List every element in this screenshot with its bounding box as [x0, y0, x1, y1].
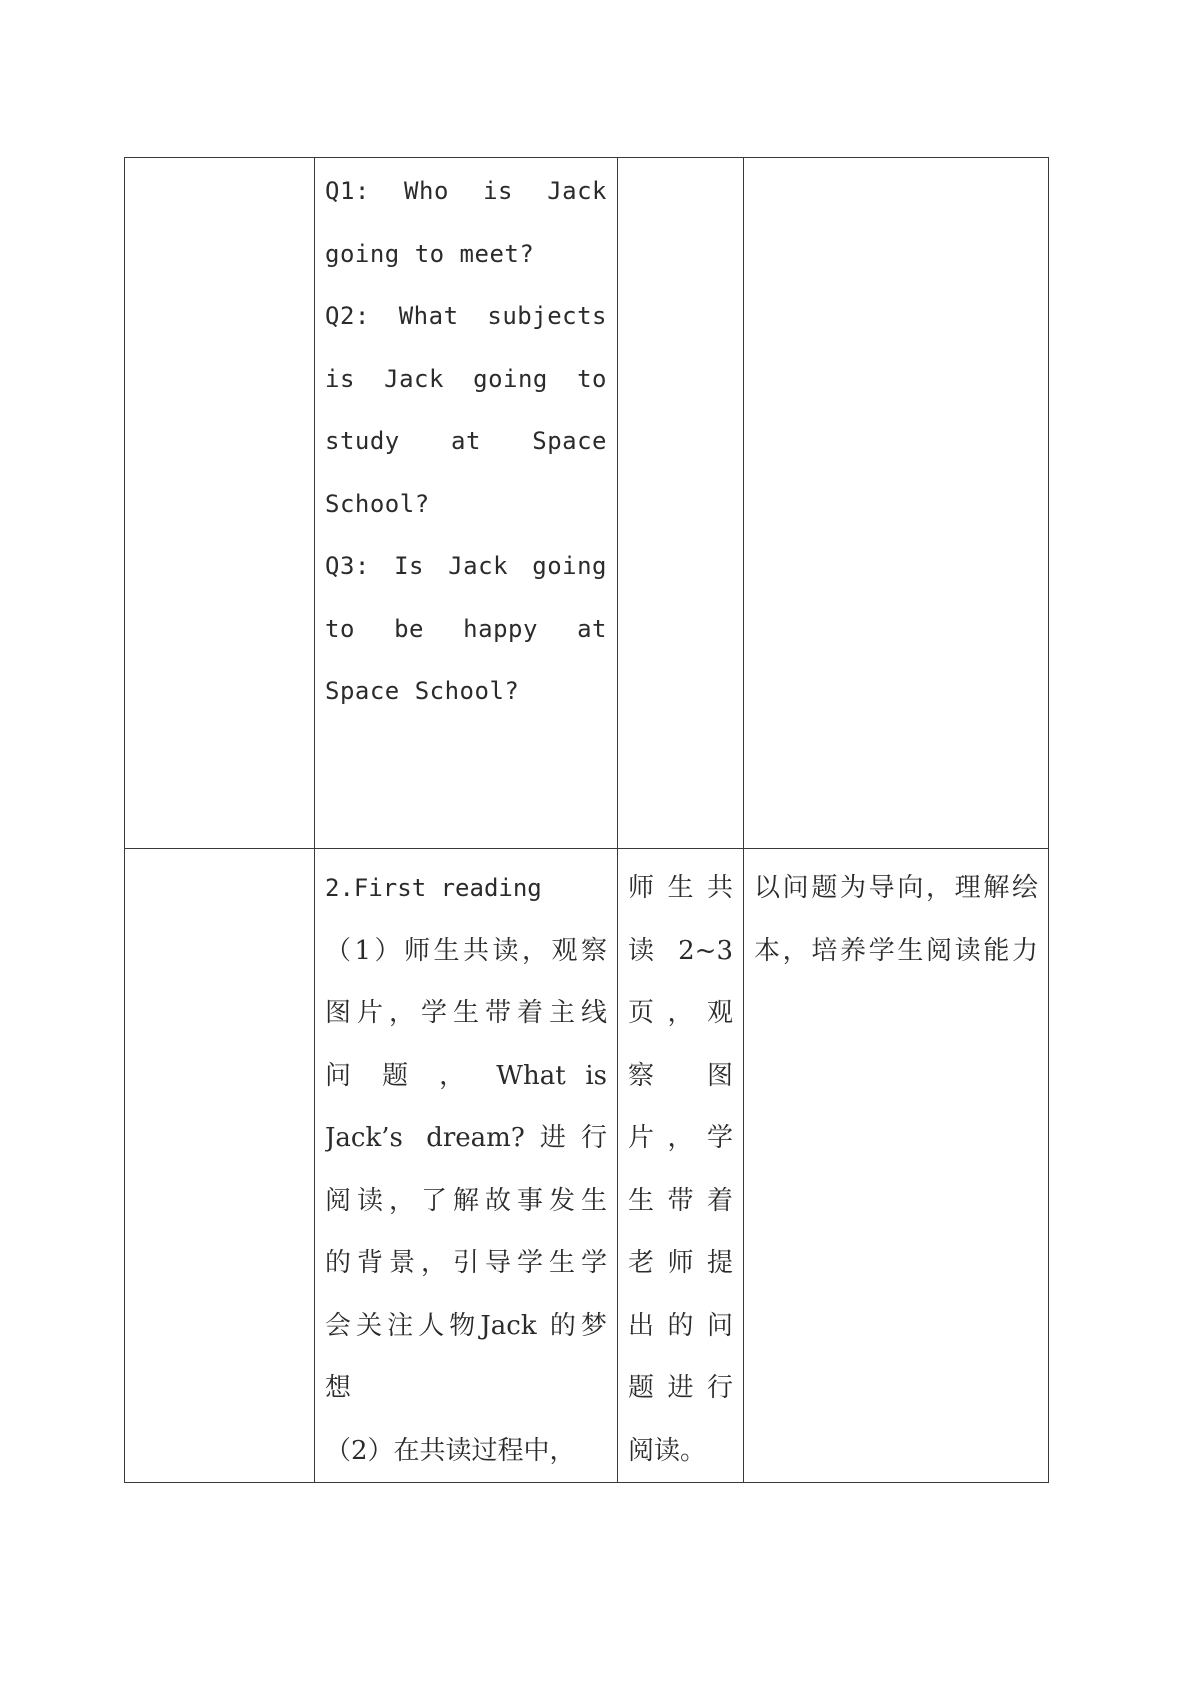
method-line: 察 图: [628, 1060, 733, 1091]
activity-heading: 2.First reading: [325, 874, 542, 902]
activity-line: 图片，学生带着主线: [325, 998, 607, 1028]
question-line: going to meet?: [325, 239, 535, 268]
method-line: 片 ， 学: [628, 1123, 733, 1153]
question-line: to be happy at: [325, 614, 607, 643]
method-line: 页 ， 观: [628, 998, 733, 1028]
table-cell-method: [618, 158, 744, 849]
activity-line: 阅读，了解故事发生: [325, 1185, 607, 1216]
method-line: 出 的 问: [628, 1310, 733, 1341]
question-line: School?: [325, 489, 430, 518]
activity-line: 想: [325, 1373, 352, 1403]
table-cell-purpose: [744, 158, 1049, 849]
purpose-line: 以问题为导向，理解绘: [754, 873, 1038, 903]
lesson-plan-table: [124, 157, 1049, 1483]
method-line: 题 进 行: [628, 1373, 733, 1403]
table-cell-stage: [125, 158, 315, 849]
activity-line: 问 题 ， What is: [325, 1060, 607, 1091]
question-line: Q2: What subjects: [325, 302, 607, 330]
table-cell-purpose: [744, 849, 1049, 1483]
table-cell-activity: [315, 849, 618, 1483]
method-line: 师 生 共: [628, 873, 733, 903]
question-line: Q3: Is Jack going: [325, 552, 607, 580]
question-line: Space School?: [325, 677, 520, 705]
question-line: is Jack going to: [325, 364, 607, 393]
method-line: 阅读。: [628, 1435, 707, 1466]
activity-line: 会关注人物Jack 的梦: [325, 1310, 607, 1341]
activity-line: Jack’s dream?进行: [325, 1123, 607, 1153]
table-cell-method: [618, 849, 744, 1483]
table-cell-stage: [125, 849, 315, 1483]
method-line: 老 师 提: [628, 1248, 733, 1278]
table-cell-activity: [315, 158, 618, 849]
purpose-line: 本，培养学生阅读能力: [754, 935, 1038, 966]
table-row: [125, 158, 1049, 849]
method-line: 读 2~3: [628, 935, 733, 966]
activity-line: 的背景，引导学生学: [325, 1248, 607, 1278]
activity-line: （2）在共读过程中，: [325, 1435, 576, 1466]
method-line: 生 带 着: [628, 1185, 733, 1216]
question-line: study at Space: [325, 427, 607, 455]
question-line: Q1: Who is Jack: [325, 177, 607, 205]
activity-line: （1）师生共读，观察: [325, 935, 607, 966]
table-row: [125, 849, 1049, 1483]
